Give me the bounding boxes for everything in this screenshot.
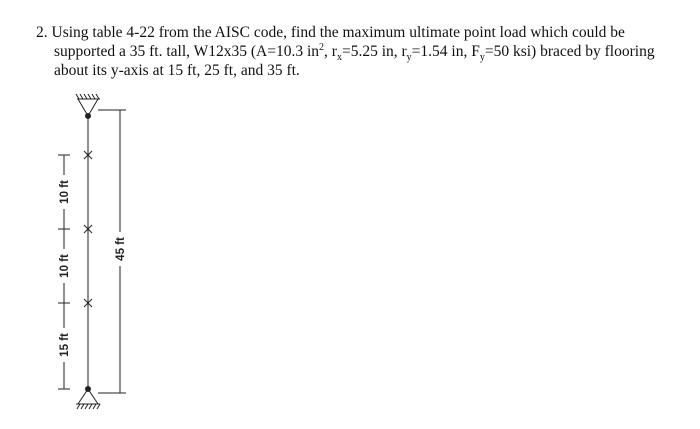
rx-value: =5.25 in, r: [341, 43, 407, 60]
problem-text-line-2-start: supported a 35 ft. tall, W12x35 (A=10.3 in: [54, 43, 320, 60]
dimension-label-45ft: 45 ft: [115, 237, 127, 261]
area-exponent: 2: [319, 41, 325, 53]
rx-prefix: , r: [324, 43, 337, 60]
ry-subscript: y: [406, 52, 412, 64]
fy-value: =50 ksi) braced by flooring: [484, 43, 655, 60]
fy-subscript: y: [479, 52, 485, 64]
problem-number: 2.: [36, 24, 48, 41]
problem-text-line-3: about its y-axis at 15 ft, 25 ft, and 35 ft.: [54, 62, 300, 79]
bottom-pin-support: [78, 387, 98, 405]
rx-subscript: x: [336, 52, 342, 64]
dimension-label-15ft: 15 ft: [59, 333, 71, 357]
top-pin-support: [78, 99, 98, 119]
dimension-label-10ft-middle: 10 ft: [59, 254, 71, 278]
dimension-label-10ft-top: 10 ft: [59, 180, 71, 204]
bottom-support-hatch: [76, 404, 100, 409]
ry-value: =1.54 in, F: [411, 43, 480, 60]
top-support-hatch: [76, 94, 100, 99]
problem-text-line-1: Using table 4-22 from the AISC code, find the maximum ultimate point load which could be: [51, 24, 625, 41]
